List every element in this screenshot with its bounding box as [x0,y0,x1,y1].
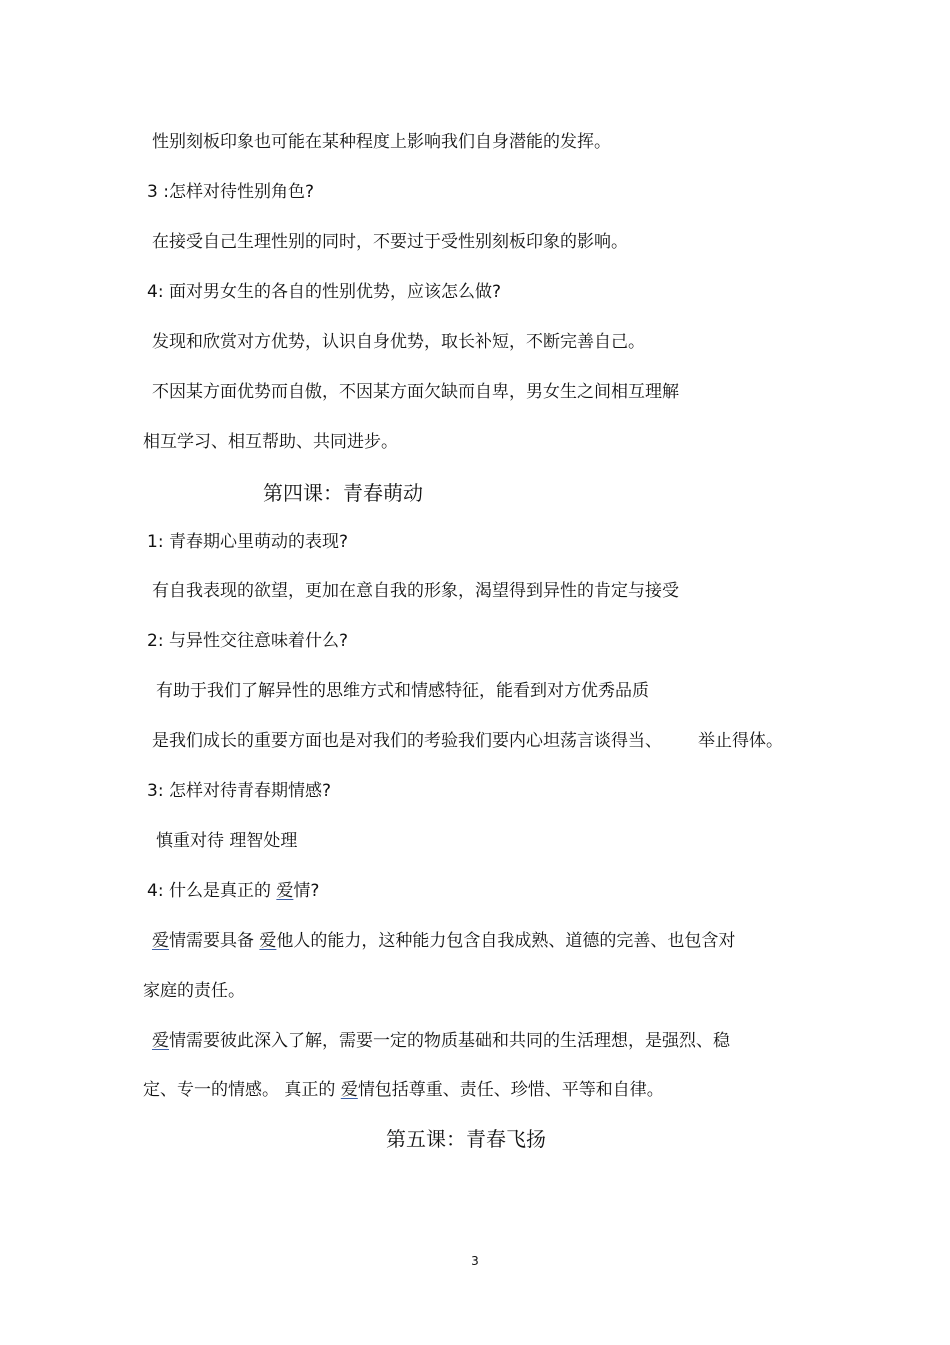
text-line: 不因某方面优势而自傲，不因某方面欠缺而自卑，男女生之间相互理解 [152,382,679,402]
text-line: 有自我表现的欲望，更加在意自我的形象，渴望得到异性的肯定与接受 [152,581,679,601]
question-line: 3: 怎样对待青春期情感? [147,781,331,801]
text-segment: 情需要彼此深入了解，需要一定的物质基础和共同的生活理想，是强烈、稳 [169,1031,730,1051]
text-segment: 是我们成长的重要方面也是对我们的考验我们要内心坦荡言谈得当、 [152,731,662,751]
text-line: 有助于我们了解异性的思维方式和情感特征，能看到对方优秀品质 [156,681,649,701]
text-segment: 情? [293,881,320,901]
text-line: 性别刻板印象也可能在某种程度上影响我们自身潜能的发挥。 [152,132,611,152]
lesson-heading: 第四课：青春萌动 [263,481,423,505]
question-line: 1: 青春期心里萌动的表现? [147,532,348,552]
question-line: 4: 面对男女生的各自的性别优势，应该怎么做? [147,282,501,302]
underlined-word: 爱 [259,931,277,951]
question-line: 3 :怎样对待性别角色? [147,182,314,202]
text-segment: 情需要具备 [169,931,260,951]
text-line [143,1079,664,1101]
text-line: 家庭的责任。 [143,981,245,1001]
text-segment: 4: 什么是真正的 [147,881,277,901]
text-line [152,730,783,752]
lesson-heading: 第五课：青春飞扬 [386,1127,546,1151]
text-line: 发现和欣赏对方优势，认识自身优势，取长补短，不断完善自己。 [152,332,645,352]
page-number: 3 [471,1254,479,1268]
text-segment: 定、专一的情感。 真正的 [143,1080,341,1100]
underlined-word: 爱 [276,881,294,901]
question-line: 2: 与异性交往意味着什么? [147,631,348,651]
text-line [152,930,735,952]
text-line: 相互学习、相互帮助、共同进步。 [143,432,398,452]
text-segment: 举止得体。 [698,731,783,751]
text-segment: 情包括尊重、责任、珍惜、平等和自律。 [357,1080,664,1100]
underlined-word: 爱 [340,1080,358,1100]
text-line: 在接受自己生理性别的同时，不要过于受性别刻板印象的影响。 [152,232,628,252]
underlined-word: 爱 [152,1031,169,1051]
underlined-word: 爱 [152,931,169,951]
text-line: 慎重对待 理智处理 [156,831,298,851]
text-segment: 他人的能力，这种能力包含自我成熟、道德的完善、也包含对 [276,931,736,951]
text-line [152,1030,730,1052]
question-line [147,880,319,902]
